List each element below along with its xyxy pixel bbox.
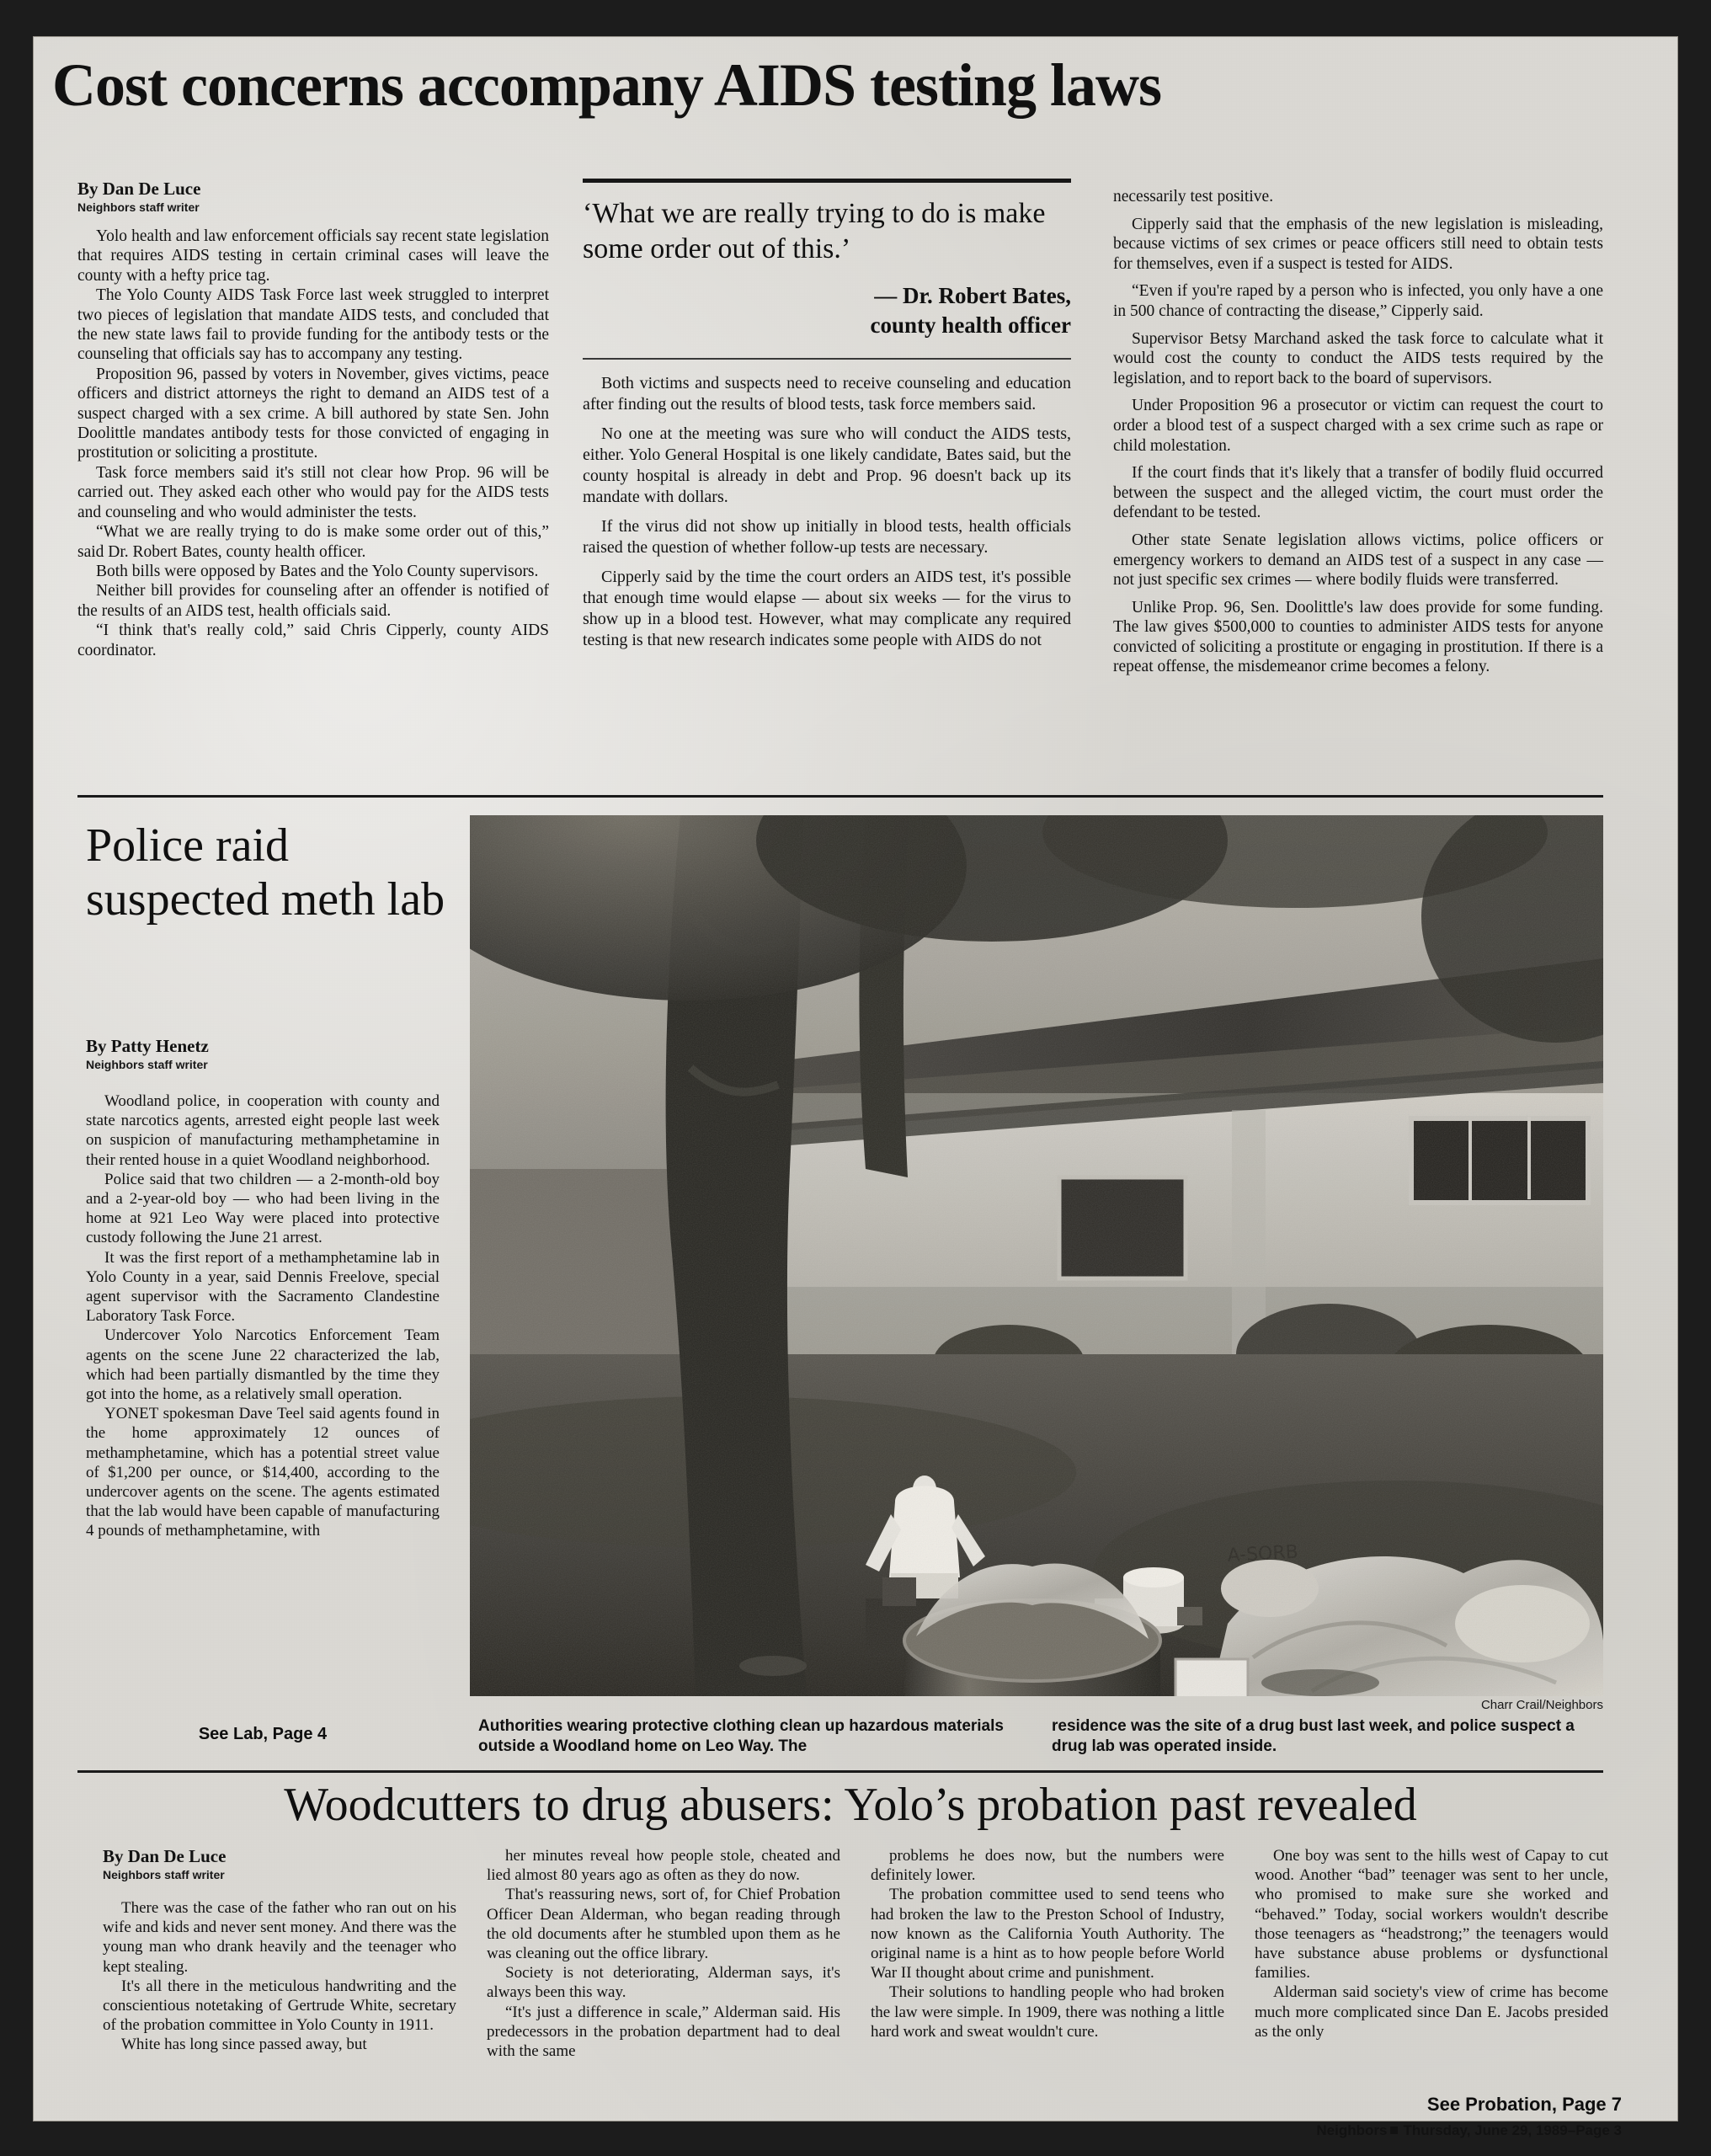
paragraph: White has long since passed away, but: [121, 2036, 367, 2054]
paragraph: “Even if you're raped by a person who is infected, you only have a one in 500 chance of contracting the disease,” Cipperly said.: [1113, 282, 1603, 320]
paragraph: There was the case of the father who ran out on his wife and kids and never sent money. And there was the young man who drank heavily and the teenager who kept stealing.: [103, 1899, 456, 1976]
paragraph: The Yolo County AIDS Task Force last week struggled to interpret two pieces of legislation that mandate AIDS tests, and concluded that the new state laws fail to provide funding for the antibody tests or the counseling that officials say has to accompany any testing.: [77, 286, 549, 364]
paragraph: YONET spokesman Dave Teel said agents found in the home approximately 12 ounces of methamphetamine, which has a potential street value of $1,200 per ounce, or $14,400, according to the undercover agents on the scene. The agents estimated that the lab would have been capable of manufacturing 4 pounds of methamphetamine, with: [86, 1405, 440, 1540]
paragraph: Unlike Prop. 96, Sen. Doolittle's law does provide for some funding. The law gives $500,000 to counties to administer AIDS tests for anyone convicted of soliciting a prostitute or engaging in prostitution. If there is a repeat offense, the misdemeanor crime becomes a felony.: [1113, 598, 1603, 676]
paragraph: Both bills were opposed by Bates and the Yolo County supervisors.: [96, 562, 539, 580]
aids-story-column-1: [77, 179, 549, 660]
probation-story-columns: [103, 1846, 1610, 2061]
photo-illustration: [470, 815, 1603, 1696]
paragraph: Police said that two children — a 2-month-old boy and a 2-year-old boy — who had been living in the home at 921 Leo Way were placed into protective custody following the June 21 arrest.: [86, 1170, 440, 1247]
svg-text:A-SORB: A-SORB: [1227, 1541, 1299, 1566]
pull-quote-attribution-line1: — Dr. Robert Bates,: [874, 283, 1071, 308]
raid-story-byline: [86, 1036, 440, 1072]
probation-column-1: [103, 1846, 456, 2061]
probation-column-2: [487, 1846, 840, 2061]
probation-body-1: [103, 1898, 456, 2055]
paragraph: Alderman said society's view of crime has become much more complicated since Dan E. Jacobs presided as the only: [1255, 1983, 1608, 2041]
paragraph: Neither bill provides for counseling after an offender is notified of the results of an AIDS test, health officials said.: [77, 582, 549, 620]
byline-role: Neighbors staff writer: [103, 1868, 225, 1881]
byline-author: By Dan De Luce: [103, 1846, 227, 1866]
aids-story-column-2: [583, 179, 1071, 651]
caption-right: residence was the site of a drug bust last week, and police suspect a drug lab was operated inside.: [1052, 1717, 1575, 1755]
raid-story-headline: Police raid suspected meth lab: [86, 819, 445, 926]
paragraph: It was the first report of a methamphetamine lab in Yolo County in a year, said Dennis Freelove, special agent supervisor with the Sacramento Clandestine Laboratory Task Force.: [86, 1248, 440, 1326]
paragraph: If the court finds that it's likely that a transfer of bodily fluid occurred between the suspect and the alleged victim, the court must order the defendant to be tested.: [1113, 464, 1603, 522]
paragraph: One boy was sent to the hills west of Capay to cut wood. Another “bad” teenager was sent to her uncle, who promised to make sure she worked and “behaved.” Today, social workers wouldn't describe those teenagers as “headstrong;” the teenagers would have substance abuse problems or dysfunctional families.: [1255, 1847, 1608, 1983]
paragraph: Proposition 96, passed by voters in November, gives victims, peace officers and district attorneys the right to demand an AIDS test of a suspect charged with a sex crime. A bill authored by state Sen. John Doolittle mandates antibody tests for those convicted of engaging in prostitution or soliciting a prostitute.: [77, 365, 549, 462]
newsprint-sheet: [34, 37, 1677, 2138]
paragraph: necessarily test positive.: [1113, 188, 1274, 205]
rule-top: [583, 179, 1071, 183]
paragraph: No one at the meeting was sure who will conduct the AIDS tests, either. Yolo General Hospital is one likely candidate, Bates said, but the county hospital is already in debt and Prop. 96 doesn't back up its mandate with dollars.: [583, 424, 1071, 506]
paragraph: “What we are really trying to do is make some order out of this,” said Dr. Robert Bates, county health officer.: [77, 523, 549, 561]
probation-body-4: [1255, 1846, 1608, 2041]
paragraph: Under Proposition 96 a prosecutor or victim can request the court to order a blood test of a suspect charged with a sex crime such as rape or child molestation.: [1113, 397, 1603, 455]
paragraph: Cipperly said by the time the court orders an AIDS test, it's possible that enough time would elapse — about six weeks — for the virus to show up in a blood test. However, what may complicate any required testing is that new research indicates some people with AIDS do not: [583, 568, 1071, 649]
footer-page: Page 3: [1575, 2122, 1622, 2138]
rule-bottom: [583, 358, 1071, 360]
footer-section: Neighbors: [1316, 2122, 1388, 2138]
aids-story-body-1: [77, 227, 549, 660]
section-divider: [77, 795, 1603, 798]
page-title: Cost concerns accompany AIDS testing laws: [52, 51, 1161, 119]
paragraph: problems he does now, but the numbers were definitely lower.: [871, 1847, 1224, 1885]
raid-story-body: [86, 1091, 440, 1541]
square-bullet-icon: [1390, 2127, 1398, 2134]
aids-story-column-3: [1113, 187, 1603, 677]
photo-credit: Charr Crail/Neighbors: [1480, 1698, 1603, 1712]
paragraph: Task force members said it's still not clear how Prop. 96 will be carried out. They asked each other who would pay for the AIDS tests and counseling and who would administer the tests.: [77, 463, 549, 521]
footer-date: Thursday, June 29, 1989: [1403, 2122, 1568, 2138]
pull-quote: ‘What we are really trying to do is make some order out of this.’: [583, 198, 1046, 264]
paragraph: Both victims and suspects need to receive counseling and education after finding out the results of blood tests, task force members said.: [583, 374, 1071, 414]
probation-jump-line[interactable]: See Probation, Page 7: [1426, 2094, 1622, 2115]
probation-column-4: [1255, 1846, 1608, 2061]
paragraph: her minutes reveal how people stole, cheated and lied almost 80 years ago as often as they do now.: [487, 1847, 840, 1885]
byline-author: By Dan De Luce: [77, 179, 201, 199]
pull-quote-attribution-line2: county health officer: [870, 312, 1071, 338]
probation-column-3: [871, 1846, 1224, 2061]
paragraph: Supervisor Betsy Marchand asked the task force to calculate what it would cost the county to conduct the AIDS tests required by the legislation, and to report back to the board of supervisors.: [1113, 329, 1603, 387]
byline-role: Neighbors staff writer: [77, 200, 200, 214]
paragraph: Undercover Yolo Narcotics Enforcement Team agents on the scene June 22 characterized the lab, which had been partially dismantled by the time they got into the home, as a relatively small operation.: [86, 1326, 440, 1404]
aids-story-body-3: [1113, 187, 1603, 677]
paragraph: That's reassuring news, sort of, for Chief Probation Officer Dean Alderman, who began reading through the old documents after he stumbled upon them as he was cleaning out the office library.: [487, 1886, 840, 1963]
probation-story-headline: Woodcutters to drug abusers: Yolo’s probation past revealed: [284, 1779, 1417, 1831]
paragraph: Cipperly said that the emphasis of the new legislation is misleading, because victims of sex crimes or peace officers still need to obtain tests for themselves, even if a suspect is tested for AIDS.: [1113, 215, 1603, 273]
paragraph: Society is not deteriorating, Alderman says, it's always been this way.: [487, 1964, 840, 2002]
page-footer: Neighbors Thursday, June 29, 1989–Page 3: [1316, 2122, 1622, 2138]
paragraph: Their solutions to handling people who had broken the law were simple. In 1909, there was nothing a little hard work and sweat wouldn't cure.: [871, 1983, 1224, 2041]
paragraph: Woodland police, in cooperation with county and state narcotics agents, arrested eight people last week on suspicion of manufacturing methamphetamine in their rented house in a quiet Woodland neighborhood.: [86, 1092, 440, 1169]
probation-body-2: [487, 1846, 840, 2061]
section-divider-2: [77, 1770, 1603, 1773]
byline-author: By Patty Henetz: [86, 1036, 209, 1056]
paragraph: “I think that's really cold,” said Chris Cipperly, county AIDS coordinator.: [77, 622, 549, 659]
byline-role: Neighbors staff writer: [86, 1058, 208, 1071]
paragraph: Yolo health and law enforcement officials say recent state legislation that requires AIDS testing in certain criminal cases will leave the county with a hefty price tag.: [77, 227, 549, 285]
probation-byline: [103, 1846, 226, 1882]
aids-story-body-2: [583, 373, 1071, 651]
paragraph: “It's just a difference in scale,” Alderman said. His predecessors in the probation department had to deal with the same: [487, 2003, 840, 2061]
news-photo: [470, 815, 1603, 1696]
paragraph: If the virus did not show up initially in blood tests, health officials raised the question of whether follow-up tests are necessary.: [583, 517, 1071, 557]
caption-left: Authorities wearing protective clothing clean up hazardous materials outside a Woodland home on Leo Way. The: [478, 1717, 1004, 1755]
paragraph: Other state Senate legislation allows victims, police officers or emergency workers to demand an AIDS test of a suspect in any case — not just specific sex crimes — where bodily fluids were transferred.: [1113, 531, 1603, 590]
photo-caption: [478, 1716, 1603, 1757]
paragraph: It's all there in the meticulous handwriting and the conscientious notetaking of Gertrude White, secretary of the probation committee in Yolo County in 1911.: [103, 1977, 456, 2035]
probation-body-3: [871, 1846, 1224, 2041]
raid-story-jump-line[interactable]: See Lab, Page 4: [198, 1725, 328, 1743]
paragraph: The probation committee used to send teens who had broken the law to the Preston School of Industry, now known as the California Youth Authority. The original name is a hint as to how people before World War II thought about crime and punishment.: [871, 1886, 1224, 1983]
